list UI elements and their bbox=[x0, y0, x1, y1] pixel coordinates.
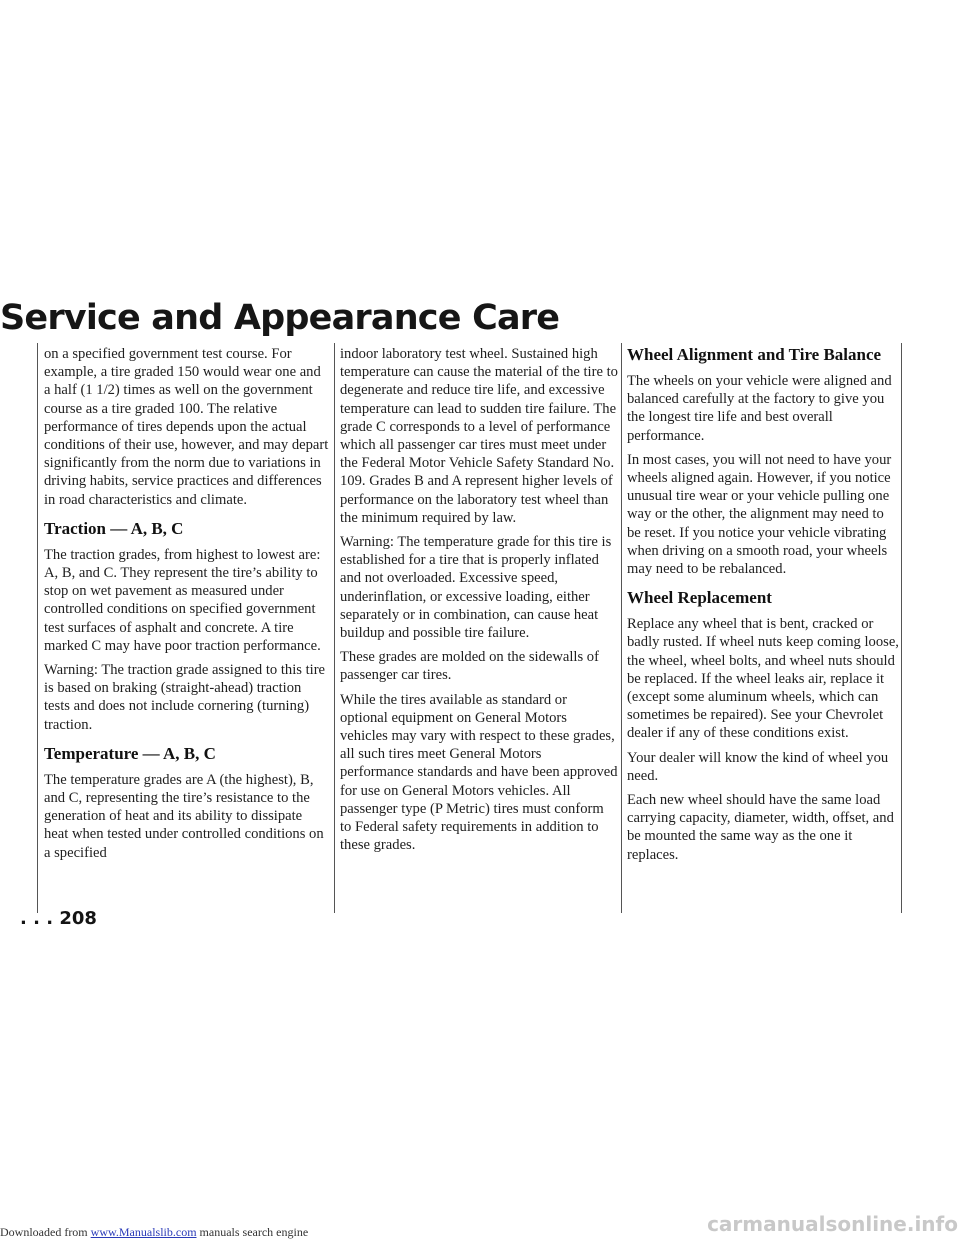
paragraph: The traction grades, from highest to lowest are: A, B, and C. They represent the tire’s ability to stop on wet pavement as measured under controlled conditions on specified government test surfaces of asphalt and concrete. A tire marked C may have poor traction performance. bbox=[44, 546, 321, 654]
paragraph: Replace any wheel that is bent, cracked or badly rusted. If wheel nuts keep coming loose, the wheel, wheel bolts, and wheel nuts should be replaced. If the wheel leaks air, replace it (except some aluminum wheels, which can sometimes be repaired). See your Chevrolet dealer if any of these conditions exist. bbox=[627, 616, 899, 742]
page-title: Service and Appearance Care bbox=[0, 298, 560, 338]
text-column-2 bbox=[340, 345, 618, 860]
paragraph: indoor laboratory test wheel. Sustained high temperature can cause the material of the tire to degenerate and reduce tire life, and excessive temperature can lead to sudden tire failure. The grade C corresponds to a level of performance which all passenger car tires must meet under the Federal Motor Vehicle Safety Standard No. 109. Grades B and A represent higher levels of performance on the laboratory test wheel than the minimum required by law. bbox=[340, 346, 618, 526]
paragraph: Your dealer will know the kind of wheel you need. bbox=[627, 749, 889, 784]
paragraph: Each new wheel should have the same load carrying capacity, diameter, width, offset, and be mounted the same way as the one it replaces. bbox=[627, 792, 894, 863]
column-divider-1 bbox=[334, 343, 335, 913]
footer-suffix: manuals search engine bbox=[199, 1225, 309, 1239]
manualslib-link[interactable]: www.Manualslib.com bbox=[90, 1225, 197, 1239]
paragraph: While the tires available as standard or optional equipment on General Motors vehicles may vary with respect to these grades, all such tires meet General Motors performance standards and have been approved for use on General Motors vehicles. All passenger type (P Metric) tires must conform to Federal safety requirements in addition to these grades. bbox=[340, 691, 618, 854]
column-divider-left bbox=[37, 343, 38, 913]
page-number: . . . 208 bbox=[20, 908, 97, 929]
paragraph: Warning: The temperature grade for this tire is established for a tire that is properly inflated and not overloaded. Excessive speed, underinflation, or excessive loading, either separately or in combination, can cause heat buildup and possible tire failure. bbox=[340, 534, 612, 642]
paragraph: on a specified government test course. For example, a tire graded 150 would wear one and a half (1 1/2) times as well on the government course as a tire graded 100. The relative performance of tires depends upon the actual conditions of their use, however, and may depart significantly from the norm due to variations in driving habits, service practices and differences in road characteristics and climate. bbox=[44, 346, 329, 508]
text-column-3 bbox=[627, 345, 899, 870]
footer-prefix: Downloaded from bbox=[0, 1225, 88, 1239]
column-divider-right bbox=[901, 343, 902, 913]
paragraph: Warning: The traction grade assigned to this tire is based on braking (straight-ahead) traction tests and does not include cornering (turning) traction. bbox=[44, 662, 326, 733]
paragraph: In most cases, you will not need to have your wheels aligned again. However, if you notice unusual tire wear or your vehicle pulling one way or the other, the alignment may need to be reset. If you notice your vehicle vibrating when driving on a smooth road, your wheels may need to be rebalanced. bbox=[627, 451, 892, 578]
watermark: carmanualsonline.info bbox=[707, 1212, 958, 1236]
heading-wheel-replacement: Wheel Replacement bbox=[627, 588, 772, 608]
heading-wheel-alignment: Wheel Alignment and Tire Balance bbox=[627, 345, 882, 364]
heading-traction: Traction — A, B, C bbox=[44, 518, 184, 538]
paragraph: The wheels on your vehicle were aligned and balanced carefully at the factory to give you the longest tire life and best overall performance. bbox=[627, 373, 892, 444]
column-divider-2 bbox=[621, 343, 622, 913]
heading-temperature: Temperature — A, B, C bbox=[44, 743, 216, 763]
paragraph: The temperature grades are A (the highest), B, and C, representing the tire’s resistance to the generation of heat and its ability to dissipate heat when tested under controlled conditions on a specified bbox=[44, 771, 324, 861]
paragraph: These grades are molded on the sidewalls of passenger car tires. bbox=[340, 649, 599, 684]
text-column-1 bbox=[44, 345, 330, 868]
